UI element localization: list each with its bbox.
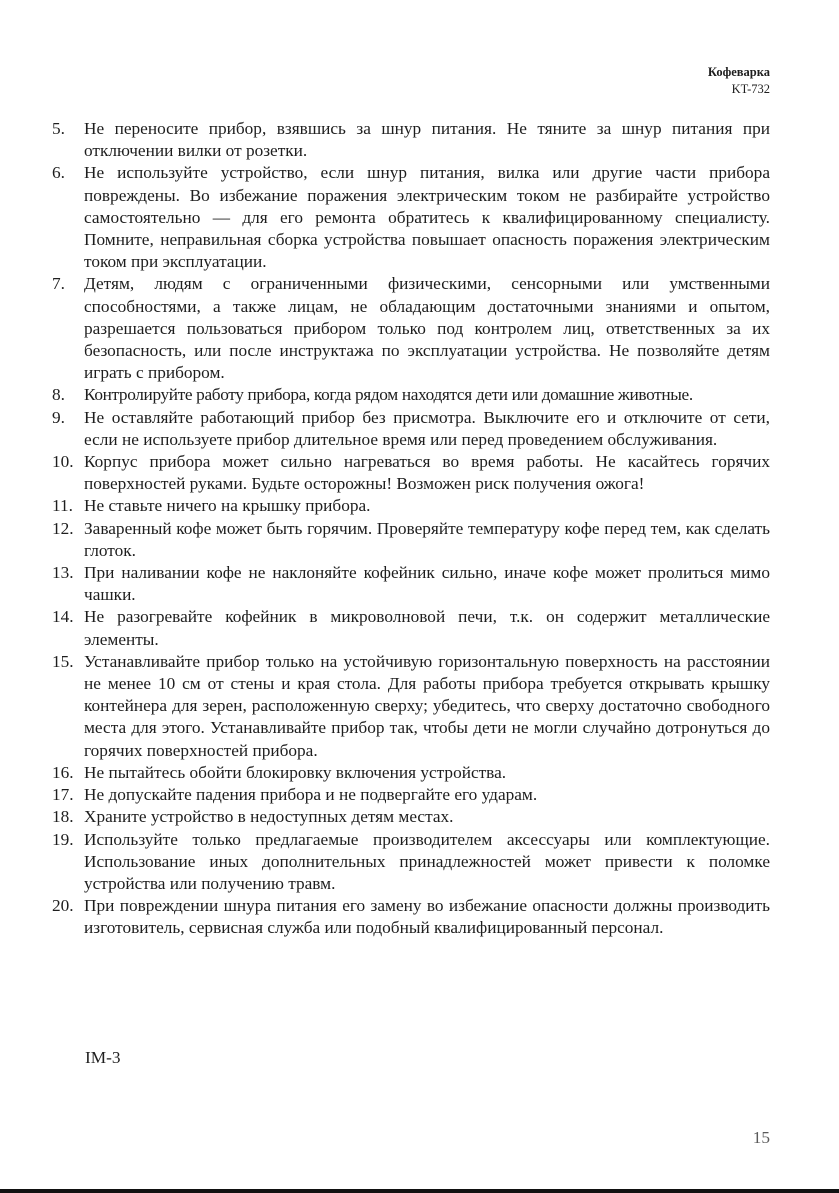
bottom-border — [0, 1189, 839, 1193]
rule-text: Используйте только предлагаемые производителем аксессуары или комплектующие. Использование иных дополнительных принадлежностей может привести к поломке устройства или получению травм. — [84, 829, 770, 893]
rule-number: 19. — [52, 829, 74, 849]
rule-number: 8. — [52, 385, 65, 405]
page-number: 15 — [752, 1128, 770, 1147]
rule-number: 16. — [52, 762, 74, 782]
rule-text: Заваренный кофе может быть горячим. Проверяйте температуру кофе перед тем, как сделать глоток. — [84, 518, 770, 560]
rule-text: Корпус прибора может сильно нагреваться во время работы. Не касайтесь горячих поверхностей руками. Будьте осторожны! Возможен риск получения ожога! — [84, 452, 770, 494]
rule-item — [52, 118, 770, 162]
rule-number: 12. — [52, 518, 74, 538]
rule-item — [52, 407, 770, 451]
rule-text: Контролируйте работу прибора, когда рядом находятся дети или домашние животные. — [84, 385, 693, 405]
rule-item — [52, 829, 770, 896]
rule-item — [52, 273, 770, 384]
rule-text: При наливании кофе не наклоняйте кофейник сильно, иначе кофе может пролиться мимо чашки. — [84, 563, 770, 605]
safety-rules-list — [52, 118, 770, 940]
rule-text: Не оставляйте работающий прибор без присмотра. Выключите его и отключите от сети, если не используете прибор длительное время или перед проведением обслуживания. — [84, 407, 770, 449]
rule-number: 13. — [52, 563, 74, 583]
rule-item — [52, 606, 770, 650]
rule-number: 5. — [52, 119, 65, 138]
rule-number: 10. — [52, 452, 74, 472]
rule-item — [52, 384, 770, 406]
rule-text: Не переносите прибор, взявшись за шнур питания. Не тяните за шнур питания при отключении вилки от розетки. — [84, 119, 770, 161]
rule-item — [52, 162, 770, 273]
rule-number: 6. — [52, 163, 65, 183]
rule-number: 17. — [52, 785, 74, 805]
rule-item — [52, 451, 770, 495]
rule-item — [52, 651, 770, 762]
rule-number: 15. — [52, 651, 74, 671]
rule-number: 20. — [52, 896, 74, 916]
rule-text: Не используйте устройство, если шнур питания, вилка или другие части прибора повреждены. Во избежание поражения электрическим током не разбирайте устройство самостоятельно — для его ремонта обратитесь к квалифицированному специалисту. Помните, неправильная сборка устройства повышает опасность поражения электрическим током при эксплуатации. — [84, 163, 770, 272]
rule-item — [52, 495, 770, 517]
rule-text: При повреждении шнура питания его замену во избежание опасности должны производить изготовитель, сервисная служба или подобный квалифицированный персонал. — [84, 896, 770, 938]
rule-text: Храните устройство в недоступных детям местах. — [84, 807, 454, 827]
rule-text: Не пытайтесь обойти блокировку включения устройства. — [84, 762, 507, 782]
rule-number: 9. — [52, 407, 65, 427]
rule-item — [52, 762, 770, 784]
rule-number: 7. — [52, 274, 65, 294]
rule-number: 11. — [52, 496, 73, 516]
rule-item — [52, 806, 770, 828]
rule-text: Не ставьте ничего на крышку прибора. — [84, 496, 371, 516]
rule-text: Детям, людям с ограниченными физическими, сенсорными или умственными способностями, а также лицам, не обладающим достаточными знаниями и опытом, разрешается пользоваться прибором только под контролем лиц, ответственных за их безопасность, или после инструктажа по эксплуатации устройства. Не позволяйте детям играть с прибором. — [84, 274, 770, 383]
document-code: IM-3 — [85, 1048, 121, 1067]
rule-item — [52, 518, 770, 562]
rule-item — [52, 562, 770, 606]
rule-number: 14. — [52, 607, 74, 627]
page-header — [708, 64, 770, 98]
model-number: KT-732 — [731, 82, 770, 96]
product-name: Кофеварка — [707, 65, 770, 79]
rule-number: 18. — [52, 807, 74, 827]
rule-item — [52, 784, 770, 806]
rule-text: Не разогревайте кофейник в микроволновой печи, т.к. он содержит металлические элементы. — [84, 607, 770, 649]
rule-text: Устанавливайте прибор только на устойчивую горизонтальную поверхность на расстоянии не менее 10 см от стены и края стола. Для работы прибора требуется открывать крышку контейнера для зерен, расположенную сверху; убедитесь, что сверху достаточно свободного места для этого. Устанавливайте прибор так, чтобы дети не могли случайно дотронуться до горячих поверхностей прибора. — [84, 651, 770, 760]
rule-text: Не допускайте падения прибора и не подвергайте его ударам. — [84, 785, 538, 805]
rule-item — [52, 895, 770, 939]
